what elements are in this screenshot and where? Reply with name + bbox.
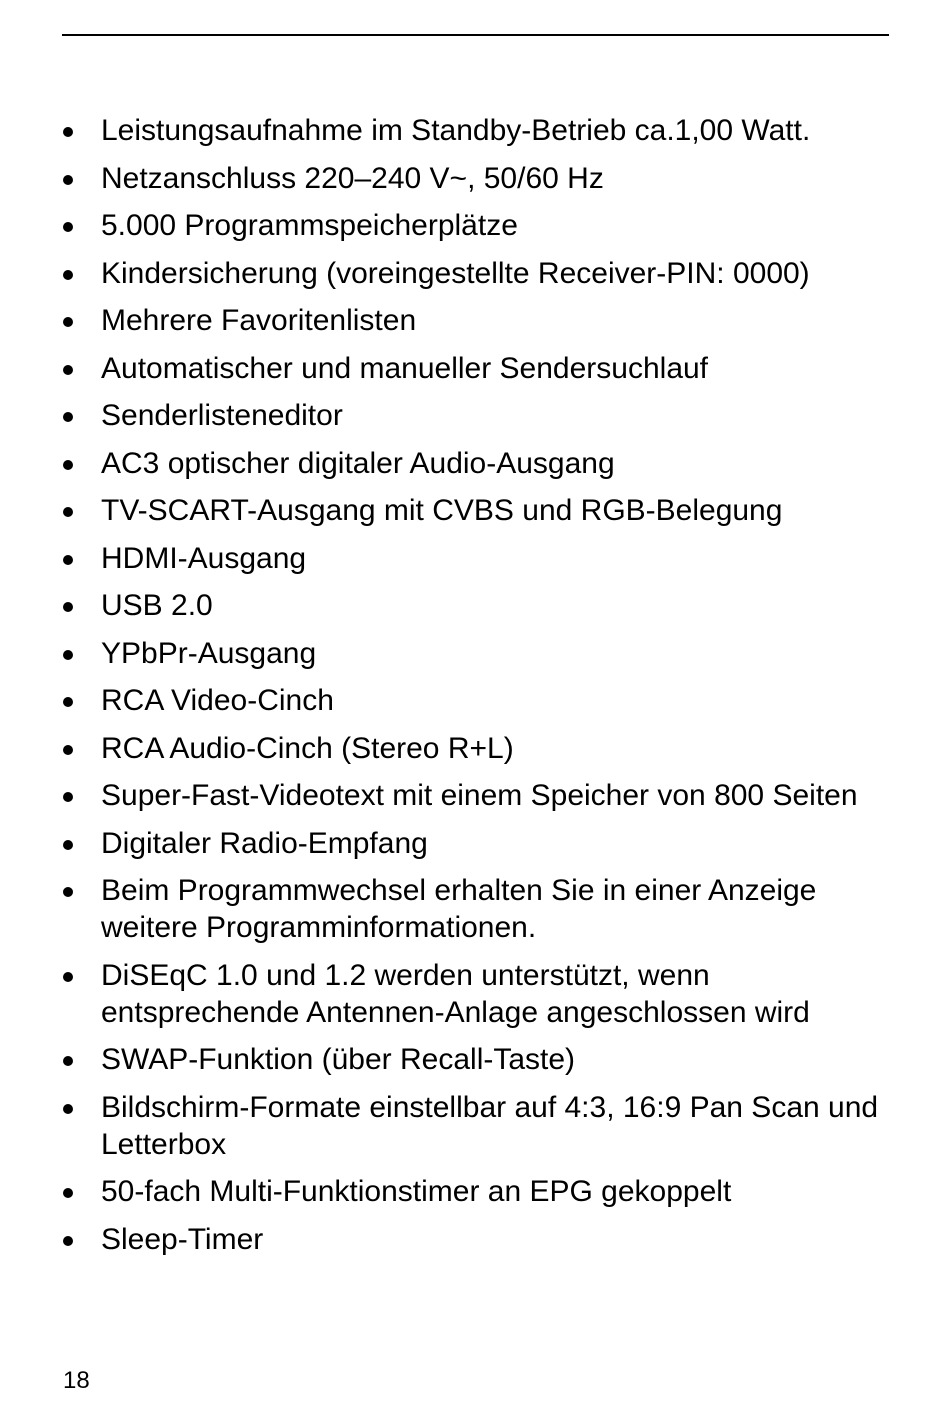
bullet-icon bbox=[63, 602, 73, 612]
bullet-icon bbox=[63, 412, 73, 422]
feature-text: YPbPr-Ausgang bbox=[101, 636, 317, 670]
bullet-icon bbox=[63, 555, 73, 565]
bullet-icon bbox=[63, 222, 73, 232]
feature-item bbox=[0, 1173, 950, 1210]
feature-item bbox=[0, 730, 950, 767]
bullet-icon bbox=[63, 507, 73, 517]
feature-item bbox=[0, 160, 950, 197]
feature-text: RCA Video-Cinch bbox=[101, 684, 334, 717]
bullet-icon bbox=[63, 697, 73, 707]
feature-text: Leistungsaufnahme im Standby-Betrieb ca.1,00 Watt. bbox=[101, 114, 811, 147]
feature-item bbox=[0, 302, 950, 339]
feature-item bbox=[0, 872, 950, 946]
feature-text: TV-SCART-Ausgang mit CVBS und RGB-Belegung bbox=[101, 494, 783, 527]
feature-text: Sleep-Timer bbox=[101, 1222, 264, 1256]
bullet-icon bbox=[63, 1056, 73, 1066]
feature-text: Senderlisteneditor bbox=[101, 399, 343, 432]
feature-item bbox=[0, 957, 950, 1031]
bullet-icon bbox=[63, 840, 73, 850]
bullet-icon bbox=[63, 792, 73, 802]
bullet-icon bbox=[63, 365, 73, 375]
feature-text: Beim Programmwechsel erhalten Sie in einer Anzeige weitere Programminformationen. bbox=[101, 874, 817, 944]
feature-item bbox=[0, 255, 950, 292]
bullet-icon bbox=[63, 972, 73, 982]
feature-text: Automatischer und manueller Sendersuchlauf bbox=[101, 351, 709, 385]
feature-item bbox=[0, 445, 950, 482]
page-number: 18 bbox=[63, 1367, 90, 1394]
feature-text: AC3 optischer digitaler Audio-Ausgang bbox=[101, 446, 615, 480]
bullet-icon bbox=[63, 887, 73, 897]
feature-text: Kindersicherung (voreingestellte Receiver-PIN: 0000) bbox=[101, 256, 810, 290]
feature-text: 5.000 Programmspeicherplätze bbox=[101, 209, 518, 242]
feature-list bbox=[0, 112, 950, 1268]
feature-text: Super-Fast-Videotext mit einem Speicher von 800 Seiten bbox=[101, 779, 858, 812]
feature-item bbox=[0, 777, 950, 814]
feature-item bbox=[0, 397, 950, 434]
feature-item bbox=[0, 1041, 950, 1078]
feature-item bbox=[0, 825, 950, 862]
feature-item bbox=[0, 682, 950, 719]
feature-text: Bildschirm-Formate einstellbar auf 4:3, 16:9 Pan Scan und Letterbox bbox=[101, 1090, 879, 1161]
feature-item bbox=[0, 587, 950, 624]
feature-item bbox=[0, 1089, 950, 1163]
bullet-icon bbox=[63, 175, 73, 185]
feature-text: Netzanschluss 220–240 V~, 50/60 Hz bbox=[101, 161, 604, 195]
bullet-icon bbox=[63, 270, 73, 280]
feature-item bbox=[0, 492, 950, 529]
bullet-icon bbox=[63, 1104, 73, 1114]
header-rule bbox=[62, 34, 889, 36]
feature-item bbox=[0, 635, 950, 672]
feature-item bbox=[0, 540, 950, 577]
feature-item bbox=[0, 350, 950, 387]
bullet-icon bbox=[63, 460, 73, 470]
feature-item bbox=[0, 207, 950, 244]
feature-text: Mehrere Favoritenlisten bbox=[101, 304, 417, 337]
feature-item bbox=[0, 1221, 950, 1258]
bullet-icon bbox=[63, 317, 73, 327]
feature-text: Digitaler Radio-Empfang bbox=[101, 826, 428, 860]
bullet-icon bbox=[63, 745, 73, 755]
bullet-icon bbox=[63, 1188, 73, 1198]
bullet-icon bbox=[63, 127, 73, 137]
feature-text: SWAP-Funktion (über Recall-Taste) bbox=[101, 1043, 576, 1076]
feature-text: RCA Audio-Cinch (Stereo R+L) bbox=[101, 731, 514, 765]
bullet-icon bbox=[63, 650, 73, 660]
feature-item bbox=[0, 112, 950, 149]
feature-text: USB 2.0 bbox=[101, 589, 213, 622]
feature-text: DiSEqC 1.0 und 1.2 werden unterstützt, wenn entsprechende Antennen-Anlage angeschlossen wird bbox=[101, 958, 810, 1029]
feature-text: HDMI-Ausgang bbox=[101, 541, 307, 575]
bullet-icon bbox=[63, 1236, 73, 1246]
feature-text: 50-fach Multi-Funktionstimer an EPG gekoppelt bbox=[101, 1175, 732, 1208]
